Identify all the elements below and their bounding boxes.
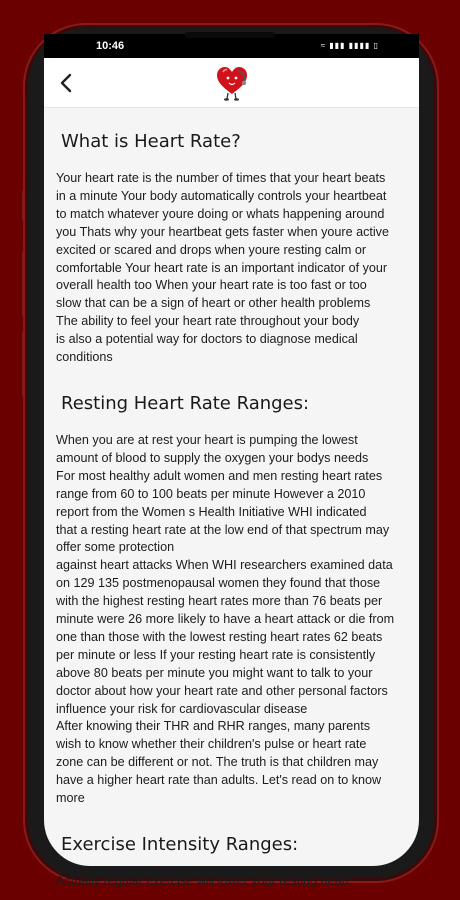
section-resting-heart-rate bbox=[56, 393, 407, 808]
power-button bbox=[434, 296, 439, 388]
app-bar bbox=[44, 58, 419, 108]
section-title: Resting Heart Rate Ranges: bbox=[61, 392, 310, 414]
side-button-1 bbox=[22, 190, 27, 220]
heart-stethoscope-logo-icon bbox=[213, 64, 251, 102]
section-what-is-heart-rate bbox=[56, 131, 407, 367]
status-icons: ≈ ▮▮▮ ▮▮▮▮ ▯ bbox=[320, 41, 379, 50]
chevron-left-icon[interactable] bbox=[52, 66, 82, 100]
side-button-3 bbox=[22, 332, 27, 396]
side-button-2 bbox=[22, 252, 27, 316]
section-body: Your heart rate is the number of times that your heart beats in a minute Your body automatically controls your heartbeat to match whatever youre doing or whats happening around you Thats why your heartbeat gets faster when youre active excited or scared and drops when youre resting calm or comfortable Your heart rate is an important indicator of your overall health too When your heart rate is too fast or too slow that can be a sign of heart or other health problems The ability to feel your heart rate throughout your body is also a potential way for doctors to diagnose medical conditions bbox=[56, 171, 389, 365]
screen bbox=[44, 34, 419, 888]
section-title: What is Heart Rate? bbox=[61, 131, 241, 152]
section-title: Exercise Intensity Ranges: bbox=[61, 834, 299, 855]
status-time: 10:46 bbox=[96, 40, 125, 52]
section-body: When you are at rest your heart is pumping the lowest amount of blood to supply the oxygen your bodys needs For most healthy adult women and men resting heart rates range from 60 to 100 beats per minute However a 2010 report from the Women s Health Initiative WHI indicated that a resting heart rate at the low end of that spectrum may offer some protection against heart attacks When WHI researchers examined data on 129 135 postmenopausal women they found that those with the highest resting heart rates more than 76 beats per minute were 26 more likely to have a heart attack or die from one than those with the lowest resting heart rates 62 beats per minute or less If your resting heart rate is consistently above 80 beats per minute you might want to talk to your doctor about how your heart rate and other personal factors influence your risk for cardiovascular disease After knowing their THR and RHR ranges, many parents wish to know whether their children's pulse or heart rate zone can be different or not. The truth is that children may have a higher heart rate than adults. Let's read on to know more bbox=[56, 432, 395, 806]
camera-notch bbox=[185, 32, 275, 38]
section-exercise-intensity bbox=[56, 834, 407, 891]
section-body: Actually regular exercise will lower your resting heart bbox=[56, 874, 350, 888]
article-content bbox=[44, 109, 419, 888]
